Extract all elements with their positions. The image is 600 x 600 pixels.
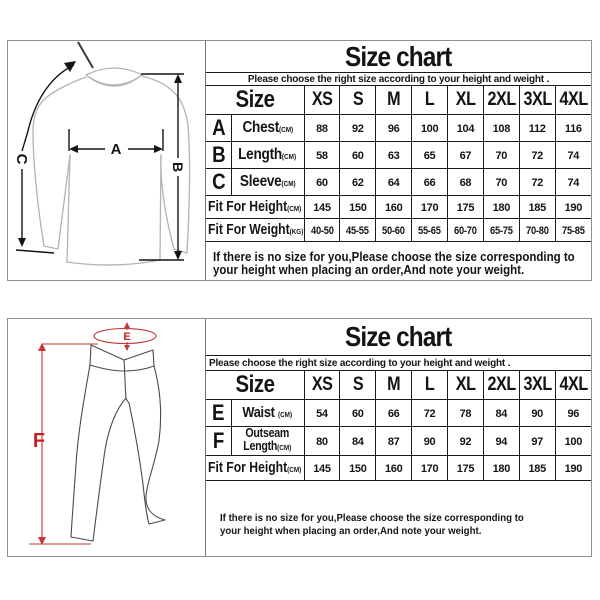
fit-height-label-cell: Fit For Height(CM) xyxy=(206,196,304,219)
shirt-chart-subtitle-row xyxy=(206,72,591,85)
fit-weight-label-cell: Fit For Weight(KG) xyxy=(206,219,304,242)
value-cell: 90 xyxy=(412,427,448,456)
fit-height-label-cell: Fit For Height(CM) xyxy=(206,456,304,481)
value-cell: 104 xyxy=(448,115,484,142)
table-row-waist xyxy=(206,400,591,427)
size-col-3xl: 3XL xyxy=(519,86,555,115)
shirt-note xyxy=(206,242,591,280)
size-col-s: S xyxy=(340,371,376,400)
waistband-top xyxy=(91,345,153,360)
value-cell: 50-60 xyxy=(376,219,412,242)
size-col-xs: XS xyxy=(304,371,340,400)
pants-note-line2: your height when placing an order,And note your weight. xyxy=(220,524,482,537)
label-a: A xyxy=(110,141,122,158)
value-cell: 72 xyxy=(412,400,448,427)
value-cell: 100 xyxy=(412,115,448,142)
pants-size-table-area xyxy=(206,319,591,556)
shirt-size-chart-section xyxy=(7,40,592,281)
value-cell: 88 xyxy=(304,115,340,142)
value-cell: 66 xyxy=(376,400,412,427)
value-cell: 180 xyxy=(483,456,519,481)
arrowhead-b-top xyxy=(174,74,182,83)
value-cell: 75-85 xyxy=(555,219,591,242)
value-cell: 87 xyxy=(376,427,412,456)
pants-chart-title: Size chart xyxy=(345,321,452,352)
row-label-cell: Outseam Length(CM) xyxy=(231,427,304,456)
pants-note-line1: If there is no size for you,Please choose the size corresponding to xyxy=(220,512,524,524)
value-cell: 60-70 xyxy=(448,219,484,242)
pants-size-table xyxy=(206,370,591,481)
value-cell: 45-55 xyxy=(340,219,376,242)
value-cell: 78 xyxy=(448,400,484,427)
value-cell: 112 xyxy=(519,115,555,142)
shirt-diagram xyxy=(8,41,205,280)
value-cell: 70 xyxy=(483,142,519,169)
shirt-chart-title: Size chart xyxy=(345,40,452,72)
value-cell: 90 xyxy=(519,400,555,427)
value-cell: 58 xyxy=(304,142,340,169)
value-cell: 60 xyxy=(340,142,376,169)
value-cell: 92 xyxy=(448,427,484,456)
value-cell: 175 xyxy=(448,196,484,219)
arrowhead-a-right xyxy=(154,145,163,153)
value-cell: 190 xyxy=(555,456,591,481)
value-cell: 60 xyxy=(304,169,340,196)
row-label-cell: Sleeve(CM) xyxy=(231,169,304,196)
label-c: C xyxy=(13,153,30,165)
table-row-chest xyxy=(206,115,591,142)
value-cell: 94 xyxy=(483,427,519,456)
value-cell: 100 xyxy=(555,427,591,456)
row-label-cell: Chest(CM) xyxy=(231,115,304,142)
label-b: B xyxy=(170,161,186,173)
value-cell: 108 xyxy=(483,115,519,142)
pants-chart-title-row xyxy=(206,319,591,355)
pants-outline xyxy=(71,345,165,541)
value-cell: 65 xyxy=(412,142,448,169)
value-cell: 63 xyxy=(376,142,412,169)
label-e: E xyxy=(123,331,131,343)
table-row-fit-weight xyxy=(206,219,591,242)
shirt-diagram-panel xyxy=(8,41,206,280)
value-cell: 72 xyxy=(519,169,555,196)
value-cell: 70 xyxy=(483,169,519,196)
value-cell: 40-50 xyxy=(304,219,340,242)
row-letter-cell: B xyxy=(206,142,231,169)
label-f: F xyxy=(32,430,46,452)
value-cell: 65-75 xyxy=(483,219,519,242)
row-letter-cell: F xyxy=(206,427,231,456)
pants-table-header-row xyxy=(206,371,591,400)
value-cell: 62 xyxy=(340,169,376,196)
size-header-cell: Size xyxy=(206,86,304,115)
row-letter-cell: A xyxy=(206,115,231,142)
size-col-m: M xyxy=(376,371,412,400)
pants-chart-subtitle-row xyxy=(206,355,591,370)
size-col-4xl: 4XL xyxy=(555,86,591,115)
value-cell: 116 xyxy=(555,115,591,142)
row-letter-cell: E xyxy=(206,400,231,427)
pants-diagram-panel xyxy=(8,319,206,556)
shirt-size-table xyxy=(206,85,591,242)
pants-size-chart-section xyxy=(7,318,592,557)
value-cell: 190 xyxy=(555,196,591,219)
value-cell: 55-65 xyxy=(412,219,448,242)
arrowhead-b-bottom xyxy=(174,251,182,260)
pants-diagram xyxy=(8,319,205,556)
arrowhead-e-bottom xyxy=(124,345,130,351)
value-cell: 84 xyxy=(340,427,376,456)
value-cell: 72 xyxy=(519,142,555,169)
shirt-table-header-row xyxy=(206,86,591,115)
arrowhead-a-left xyxy=(69,145,78,153)
value-cell: 97 xyxy=(519,427,555,456)
value-cell: 185 xyxy=(519,456,555,481)
table-row-length xyxy=(206,142,591,169)
value-cell: 67 xyxy=(448,142,484,169)
value-cell: 96 xyxy=(376,115,412,142)
value-cell: 170 xyxy=(412,196,448,219)
size-col-s: S xyxy=(340,86,376,115)
size-col-m: M xyxy=(376,86,412,115)
arrowhead-e-top xyxy=(124,322,130,328)
value-cell: 145 xyxy=(304,196,340,219)
value-cell: 160 xyxy=(376,456,412,481)
size-col-2xl: 2XL xyxy=(483,371,519,400)
value-cell: 150 xyxy=(340,196,376,219)
value-cell: 70-80 xyxy=(519,219,555,242)
value-cell: 74 xyxy=(555,142,591,169)
front-seam xyxy=(124,360,126,398)
shirt-chart-title-row xyxy=(206,41,591,72)
pants-chart-subtitle: Please choose the right size according to your height and weight . xyxy=(209,357,511,369)
table-row-fit-height xyxy=(206,456,591,481)
value-cell: 145 xyxy=(304,456,340,481)
value-cell: 84 xyxy=(483,400,519,427)
size-col-xl: XL xyxy=(448,86,484,115)
row-label-cell: Waist (CM) xyxy=(231,400,304,427)
size-col-2xl: 2XL xyxy=(483,86,519,115)
collar-inner-line xyxy=(89,77,139,85)
shirt-outline xyxy=(33,68,190,265)
table-row-outseam xyxy=(206,427,591,456)
collar-outline xyxy=(86,68,142,86)
value-cell: 54 xyxy=(304,400,340,427)
size-col-3xl: 3XL xyxy=(519,371,555,400)
arrowhead-c-bottom xyxy=(18,238,26,247)
table-row-sleeve xyxy=(206,169,591,196)
value-cell: 80 xyxy=(304,427,340,456)
shirt-note-line1: If there is no size for you,Please choose the size corresponding to xyxy=(213,250,575,264)
value-cell: 180 xyxy=(483,196,519,219)
value-cell: 150 xyxy=(340,456,376,481)
value-cell: 160 xyxy=(376,196,412,219)
size-col-l: L xyxy=(412,371,448,400)
shirt-chart-subtitle: Please choose the right size according to your height and weight . xyxy=(247,73,550,85)
shirt-note-line2: your height when placing an order,And note your weight. xyxy=(213,263,525,277)
shirt-size-table-area xyxy=(206,41,591,280)
value-cell: 185 xyxy=(519,196,555,219)
table-row-fit-height xyxy=(206,196,591,219)
value-cell: 175 xyxy=(448,456,484,481)
row-letter-cell: C xyxy=(206,169,231,196)
collar-pointer-line xyxy=(78,42,93,68)
value-cell: 92 xyxy=(340,115,376,142)
measure-lines-red xyxy=(29,325,156,544)
size-col-l: L xyxy=(412,86,448,115)
pants-note xyxy=(206,481,591,556)
size-col-xs: XS xyxy=(304,86,340,115)
row-label-cell: Length(CM) xyxy=(231,142,304,169)
value-cell: 170 xyxy=(412,456,448,481)
value-cell: 68 xyxy=(448,169,484,196)
waistband-bottom xyxy=(90,365,154,371)
value-cell: 60 xyxy=(340,400,376,427)
value-cell: 64 xyxy=(376,169,412,196)
value-cell: 66 xyxy=(412,169,448,196)
value-cell: 74 xyxy=(555,169,591,196)
size-col-4xl: 4XL xyxy=(555,371,591,400)
size-col-xl: XL xyxy=(448,371,484,400)
size-header-cell: Size xyxy=(206,371,304,400)
value-cell: 96 xyxy=(555,400,591,427)
